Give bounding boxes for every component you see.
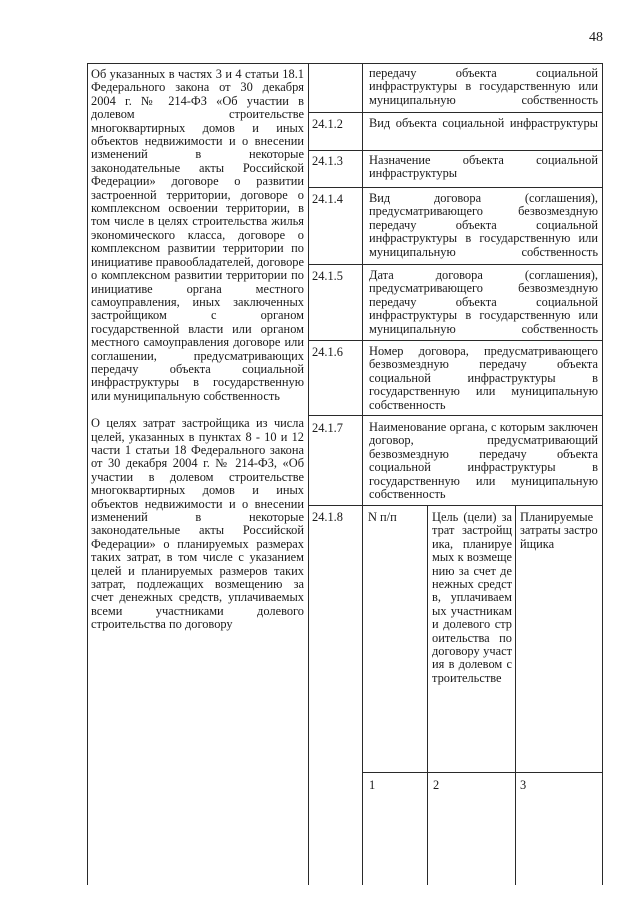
- row-code: 24.1.6: [312, 345, 343, 359]
- row-code: 24.1.3: [312, 154, 343, 168]
- subtable-col-number: 1: [369, 778, 376, 792]
- subtable-header-number: N п/п: [368, 510, 397, 524]
- left-paragraph-2: О целях затрат застройщика из числа целей, указанных в пунктах 8 - 10 и 12 части 1 статьи 18 Федерального закона от 30 декабря 2004 г. № 214-ФЗ, «Об участии в долевом строительстве многоквартирных домов и иных объектов недвижимости и о внесении изменений в некоторые законодательные акты Российской Федерации» о планируемых размерах таких затрат, в том числе с указанием целей и планируемых размеров таких затрат, подлежащих возмещению за счет денежных средств, уплачиваемых всеми участниками долевого строительства по договору: [91, 416, 304, 632]
- row-text: передачу объекта социальной инфраструктуры в государственную или муниципальную собственность: [369, 66, 598, 107]
- row-code: 24.1.2: [312, 117, 343, 131]
- subtable-header-purpose: Цель (цели) затрат застройщика, планируемых к возмещению за счет денежных средств, уплачиваемых участниками долевого строительства по договору участия в долевом строительстве: [432, 510, 512, 685]
- row-text: Дата договора (соглашения), предусматривающего безвозмездную передачу объекта социальной инфраструктуры в государственную или муниципальную собственность: [369, 268, 598, 336]
- left-paragraph-1: Об указанных в частях 3 и 4 статьи 18.1 Федерального закона от 30 декабря 2004 г. № 214-ФЗ «Об участии в долевом строительстве многоквартирных домов и иных объектов недвижимости и о внесении изменений в некоторые законодательные акты Российской Федерации» договоре о развитии застроенной территории, договоре о комплексном освоении территории, в том числе в целях строительства жилья экономического класса, договоре о комплексном развитии территории по инициативе правообладателей, договоре о комплексном развитии территории по инициативе органа местного самоуправления, иных заключенных застройщиком с органом государственной власти или органом местного самоуправления договоре или соглашении, предусматривающих передачу объекта социальной инфраструктуры в государственную или муниципальную собственность: [91, 67, 304, 403]
- subtable-col-number: 3: [520, 778, 527, 792]
- page-number: 48: [589, 30, 603, 45]
- row-code: 24.1.4: [312, 192, 343, 206]
- subtable-col-number: 2: [433, 778, 440, 792]
- row-text: Номер договора, предусматривающего безвозмездную передачу объекта социальной инфраструктуры в государственную или муниципальную собственность: [369, 344, 598, 412]
- row-text: Вид объекта социальной инфраструктуры: [369, 116, 598, 130]
- left-column: [91, 68, 304, 632]
- row-code: 24.1.8: [312, 510, 343, 524]
- row-code: 24.1.7: [312, 421, 343, 435]
- row-text: Назначение объекта социальной инфраструктуры: [369, 153, 598, 181]
- row-text: Наименование органа, с которым заключен договор, предусматривающий безвозмездную передачу объекта социальной инфраструктуры в государственную или муниципальную собственность: [369, 420, 598, 502]
- row-text: Вид договора (соглашения), предусматривающего безвозмездную передачу объекта социальной инфраструктуры в государственную или муниципальную собственность: [369, 191, 598, 259]
- subtable-header-costs: Планируемые затраты застройщика: [520, 510, 598, 551]
- row-code: 24.1.5: [312, 269, 343, 283]
